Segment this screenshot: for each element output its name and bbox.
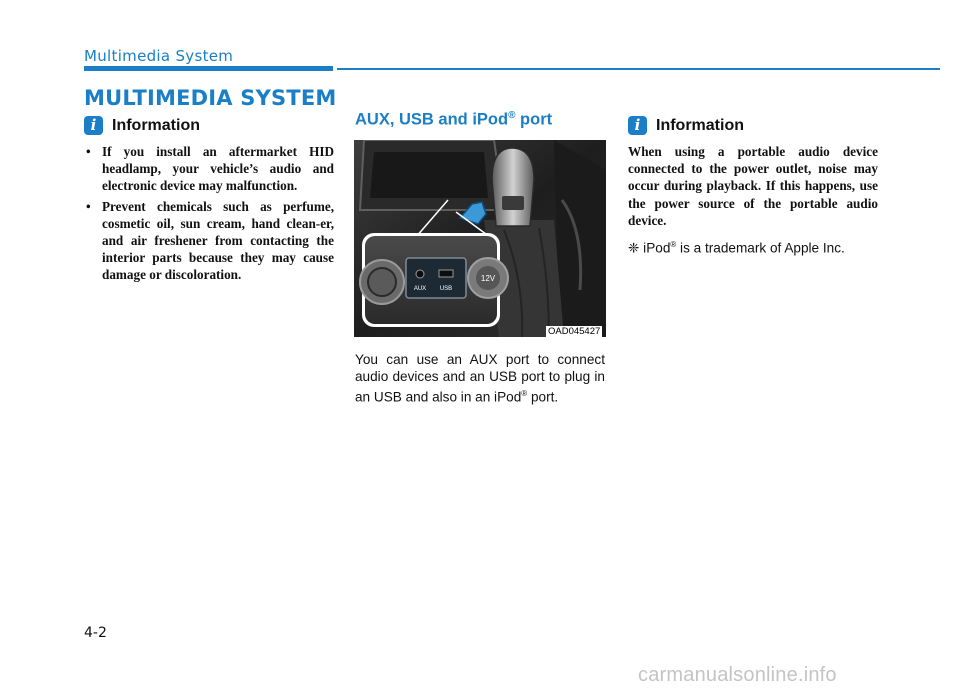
gear-shift-knob	[492, 148, 534, 226]
trademark-text-end: is a trademark of Apple Inc.	[676, 240, 845, 256]
section-label: Multimedia System	[84, 47, 234, 65]
info-bullet: • Prevent chemicals such as perfume, cosmetic oil, sun cream, hand clean-er, and air freshener from contacting the interior parts because they may cause damage or discoloration.	[86, 198, 334, 284]
info-heading-col3	[628, 116, 744, 135]
info-paragraph: When using a portable audio device connected to the power outlet, noise may occur during playback. If this happens, use the power source of the portable audio device.	[628, 144, 878, 228]
console-ports-photo	[354, 140, 606, 337]
seat-edge	[554, 140, 606, 337]
registered-mark: ®	[521, 389, 528, 398]
info-title: Information	[656, 116, 744, 134]
trademark-symbol: ❈	[628, 240, 640, 256]
usb-port	[439, 270, 453, 277]
storage-tray-inner	[370, 152, 488, 198]
info-heading-col1	[84, 116, 200, 135]
power-outlet-label: 12V	[480, 274, 496, 283]
info-icon: i	[84, 116, 103, 135]
info-icon: i	[628, 116, 647, 135]
registered-mark: ®	[508, 110, 516, 121]
section-heading-text: AUX, USB and iPod	[355, 110, 509, 129]
registered-mark: ®	[670, 240, 677, 249]
body-text-end: port.	[527, 389, 559, 405]
info-title: Information	[112, 116, 200, 134]
image-caption: OAD045427	[548, 326, 601, 337]
body-text: You can use an AUX port to connect audio devices and an USB port to plug in an USB and also in an iPod	[355, 352, 605, 405]
usb-label: USB	[439, 286, 453, 292]
page-title: MULTIMEDIA SYSTEM	[84, 86, 337, 110]
aux-port	[416, 270, 424, 278]
body-paragraph	[355, 351, 605, 406]
port-panel	[406, 258, 466, 298]
section-heading	[355, 110, 552, 130]
page-number: 4-2	[84, 625, 107, 641]
aux-label: AUX	[413, 286, 427, 292]
trademark-text: iPod	[639, 240, 671, 256]
header-rule-thin	[337, 68, 940, 70]
trademark-note	[628, 240, 845, 257]
info-bullet-list	[86, 143, 334, 287]
info-bullet: • If you install an aftermarket HID headlamp, your vehicle’s audio and electronic device may malfunction.	[86, 143, 334, 195]
section-heading-suffix: port	[515, 110, 553, 129]
header-rule-thick	[84, 66, 333, 71]
site-watermark: carmanualsonline.info	[638, 664, 837, 686]
